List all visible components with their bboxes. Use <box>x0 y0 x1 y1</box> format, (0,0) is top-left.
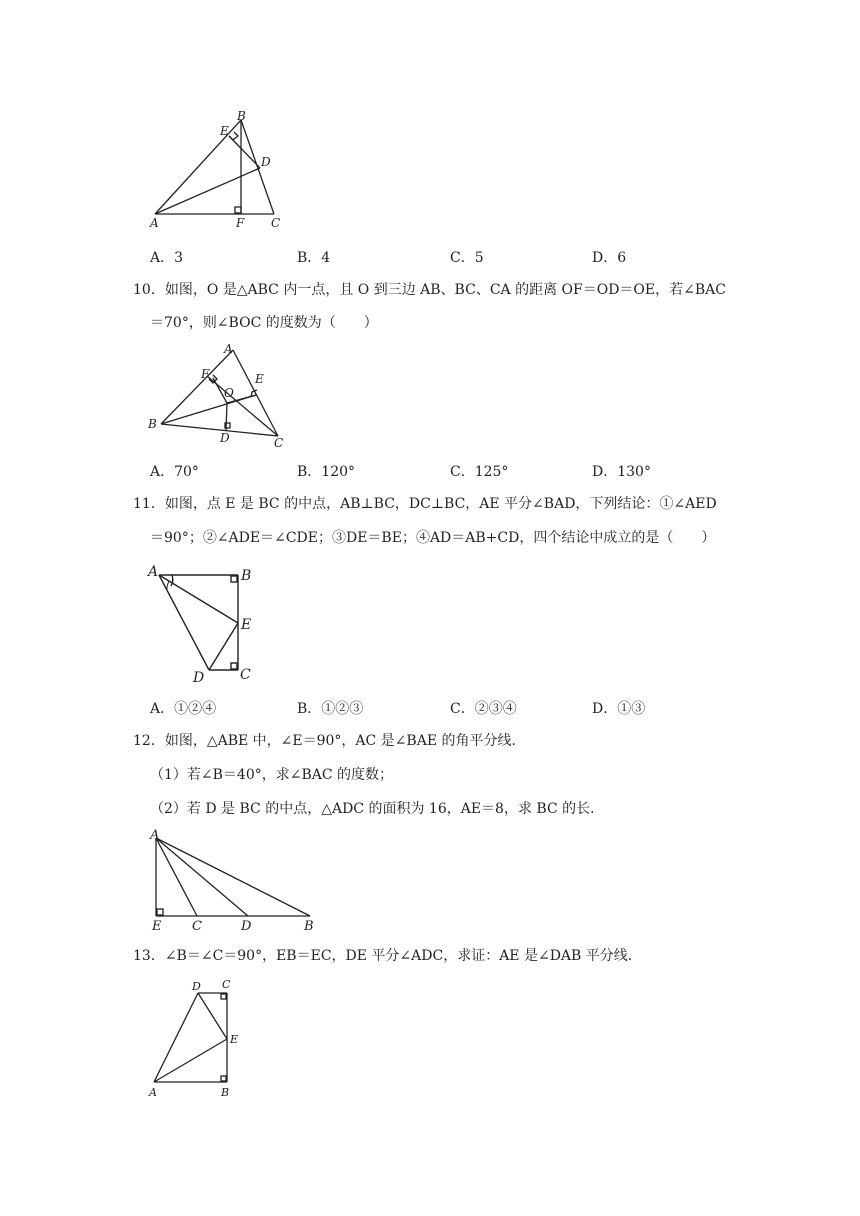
q11-label-b: B <box>241 568 252 584</box>
q11-label-d: D <box>193 670 205 686</box>
q10-label-o: O <box>224 386 234 400</box>
q11-option-d[interactable]: D．①③ <box>592 701 646 717</box>
q11-option-a[interactable]: A．①②④ <box>150 701 217 717</box>
q9-label-e: E <box>220 124 229 138</box>
q11-label-a: A <box>148 564 159 580</box>
q12-text-line1: 12．如图，△ABE 中，∠E＝90°，AC 是∠BAE 的角平分线． <box>133 733 526 749</box>
q10-figure <box>140 340 300 452</box>
q12-label-b: B <box>304 919 314 934</box>
q13-label-a: A <box>149 1086 157 1099</box>
q13-label-e: E <box>230 1033 239 1046</box>
q10-label-a: A <box>224 342 233 356</box>
q10-label-f: F <box>201 367 210 381</box>
q10-option-b[interactable]: B．120° <box>297 464 356 480</box>
q9-label-a: A <box>150 216 159 230</box>
q9-figure <box>140 108 300 233</box>
q13-label-c: C <box>222 978 231 991</box>
q12-label-a: A <box>150 828 160 843</box>
q11-figure <box>140 560 270 685</box>
q9-option-b[interactable]: B．4 <box>297 250 331 266</box>
q11-text-line1: 11．如图，点 E 是 BC 的中点，AB⊥BC，DC⊥BC，AE 平分∠BAD，下列结论：①∠AED <box>133 496 717 512</box>
q10-label-b: B <box>148 417 157 431</box>
q11-text-line2: ＝90°；②∠ADE＝∠CDE；③DE＝BE；④AD＝AB+CD，四个结论中成立的是（ ） <box>150 530 716 546</box>
q12-text-line2: （1）若∠B＝40°，求∠BAC 的度数； <box>150 767 394 783</box>
q9-label-c: C <box>271 216 281 230</box>
q10-text-line1: 10．如图，O 是△ABC 内一点，且 O 到三边 AB、BC、CA 的距离 OF＝OD＝OE，若∠BAC <box>133 282 726 298</box>
q12-label-e: E <box>152 919 162 934</box>
q13-figure <box>140 975 250 1103</box>
q10-label-c: C <box>274 436 284 450</box>
q9-option-c[interactable]: C．5 <box>450 250 484 266</box>
q13-text-line1: 13．∠B＝∠C＝90°，EB＝EC，DE 平分∠ADC，求证：AE 是∠DAB 平分线． <box>133 948 642 964</box>
q10-option-d[interactable]: D．130° <box>592 464 651 480</box>
q12-label-d: D <box>241 919 252 934</box>
q9-label-d: D <box>261 155 271 169</box>
q9-label-b: B <box>237 109 246 123</box>
q12-text-line3: （2）若 D 是 BC 的中点，△ADC 的面积为 16，AE＝8，求 BC 的长． <box>150 801 605 817</box>
q11-label-c: C <box>240 667 251 683</box>
q11-option-c[interactable]: C．②③④ <box>450 701 517 717</box>
q10-option-c[interactable]: C．125° <box>450 464 509 480</box>
q10-text-line2: ＝70°，则∠BOC 的度数为（ ） <box>150 315 378 331</box>
q10-option-a[interactable]: A．70° <box>150 464 199 480</box>
q10-label-d: D <box>220 431 230 445</box>
q13-label-d: D <box>192 980 201 993</box>
q11-label-e: E <box>241 617 252 633</box>
q10-label-e: E <box>255 372 264 386</box>
q12-figure <box>140 823 330 938</box>
q9-option-a[interactable]: A．3 <box>150 250 184 266</box>
q12-label-c: C <box>192 919 202 934</box>
q11-option-b[interactable]: B．①②③ <box>297 701 364 717</box>
q9-option-d[interactable]: D．6 <box>592 250 627 266</box>
q13-label-b: B <box>221 1086 230 1099</box>
q9-label-f: F <box>236 216 245 230</box>
